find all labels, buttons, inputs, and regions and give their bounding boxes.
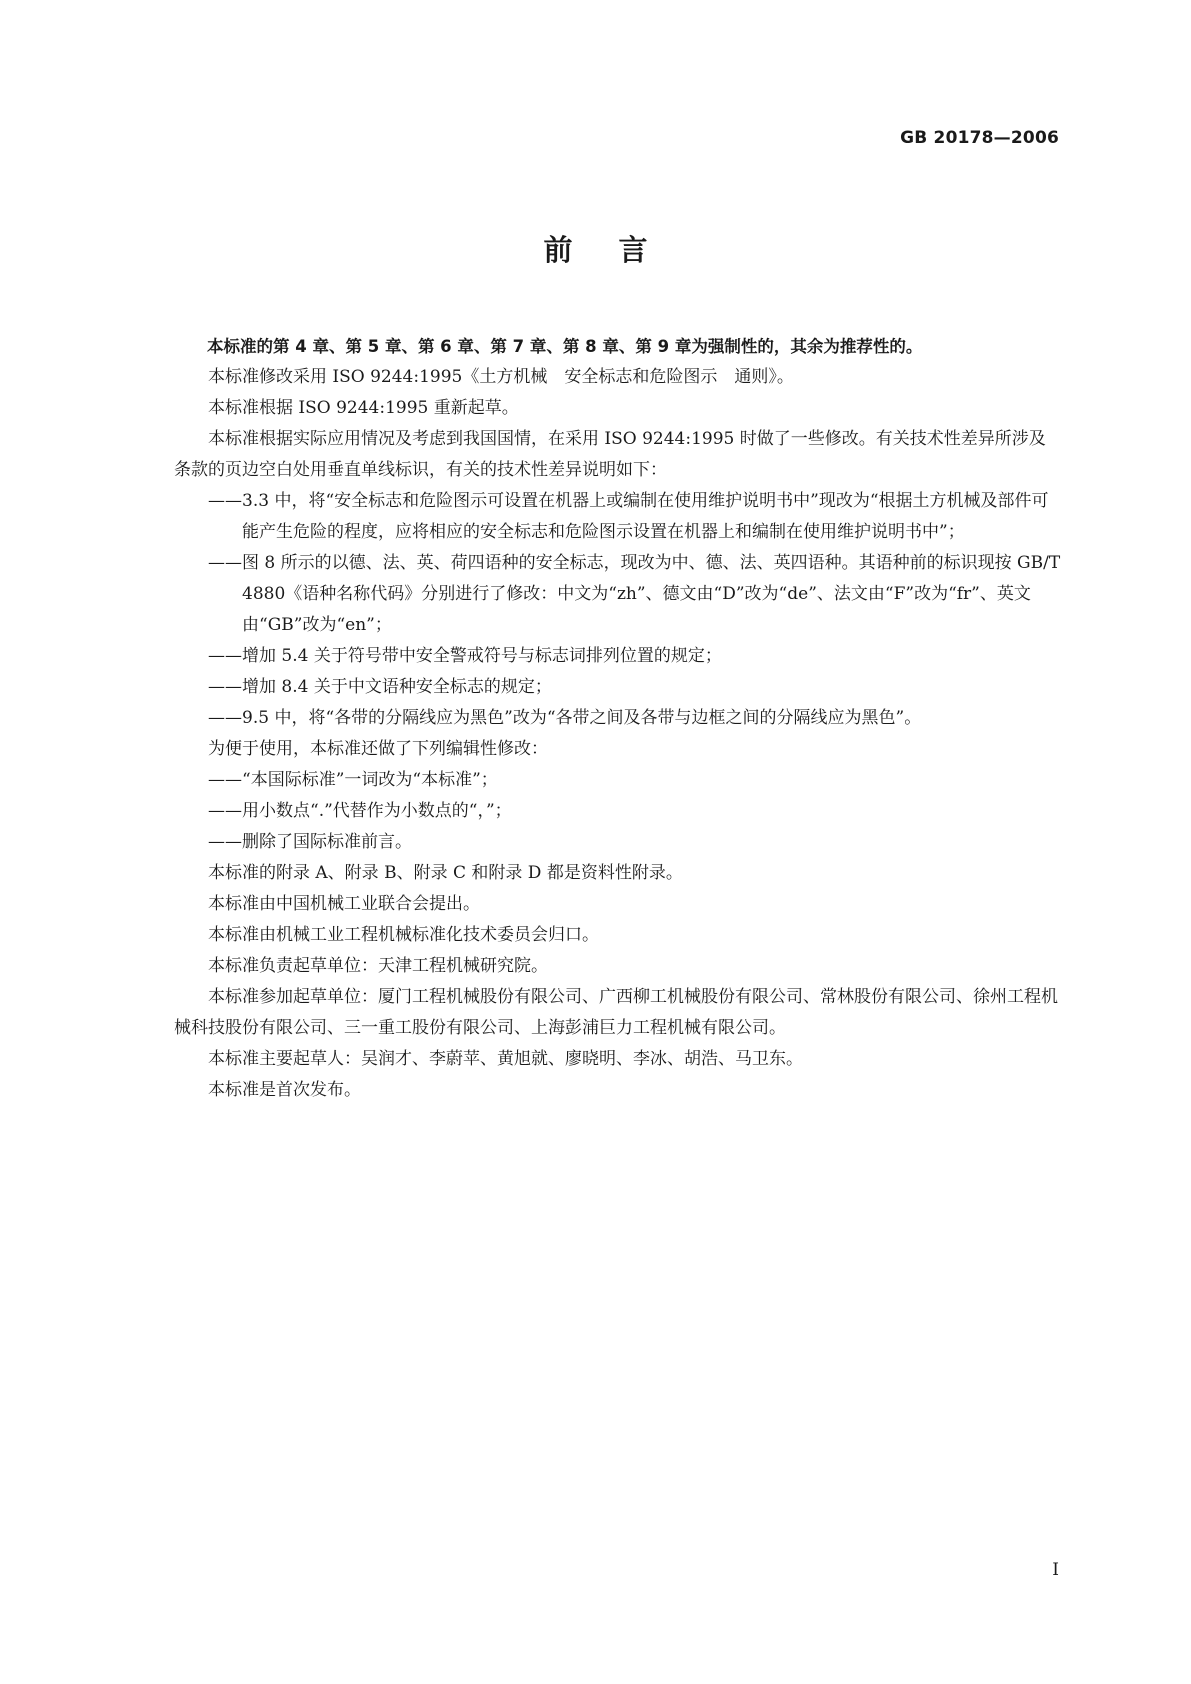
- dash-item-5-4: ——增加 5.4 关于符号带中安全警戒符号与标志词排列位置的规定；: [208, 646, 722, 666]
- dash-item-3-3: ——3.3 中，将“安全标志和危险图示可设置在机器上或编制在使用维护说明书中”现改为“根据土方机械及部件可能产生危险的程度，应将相应的安全标志和危险图示设置在机器上和编制在使用维护说明书中”；: [208, 491, 1049, 542]
- dash-item-9-5: ——9.5 中，将“各带的分隔线应为黑色”改为“各带之间及各带与边框之间的分隔线应为黑色”。: [208, 708, 922, 728]
- page-number: I: [1052, 1560, 1059, 1580]
- paragraph-proposer: 本标准由中国机械工业联合会提出。: [208, 894, 480, 914]
- paragraph-annexes: 本标准的附录 A、附录 B、附录 C 和附录 D 都是资料性附录。: [208, 863, 683, 883]
- dash-item-figure-8: ——图 8 所示的以德、法、英、荷四语种的安全标志，现改为中、德、法、英四语种。其语种前的标识现按 GB/T 4880《语种名称代码》分别进行了修改：中文为“zh”、德文由“D”改为“de”、法文由“F”改为“fr”、英文由“GB”改为“en”；: [208, 553, 1061, 635]
- paragraph-redrafted: 本标准根据 ISO 9244:1995 重新起草。: [208, 398, 519, 418]
- standard-number: GB 20178—2006: [900, 128, 1059, 148]
- paragraph-main-drafters: 本标准主要起草人：吴润才、李蔚苹、黄旭就、廖晓明、李冰、胡浩、马卫东。: [208, 1049, 803, 1069]
- dash-item-8-4: ——增加 8.4 关于中文语种安全标志的规定；: [208, 677, 552, 697]
- dash-item-decimal-point: ——用小数点“.”代替作为小数点的“，”；: [208, 801, 512, 821]
- paragraph-centralized-unit: 本标准由机械工业工程机械标准化技术委员会归口。: [208, 925, 599, 945]
- paragraph-first-issue: 本标准是首次发布。: [208, 1080, 361, 1100]
- paragraph-adoption: 本标准修改采用 ISO 9244:1995《土方机械 安全标志和危险图示 通则》。: [208, 367, 794, 387]
- page-title: 前言: [543, 233, 694, 267]
- paragraph-technical-differences: 本标准根据实际应用情况及考虑到我国国情，在采用 ISO 9244:1995 时做了一些修改。有关技术性差异所涉及条款的页边空白处用垂直单线标识，有关的技术性差异说明如下：: [174, 429, 1046, 480]
- paragraph-mandatory-chapters: 本标准的第 4 章、第 5 章、第 6 章、第 7 章、第 8 章、第 9 章为强制性的，其余为推荐性的。: [207, 337, 923, 356]
- paragraph-participating-drafters: 本标准参加起草单位：厦门工程机械股份有限公司、广西柳工机械股份有限公司、常林股份有限公司、徐州工程机械科技股份有限公司、三一重工股份有限公司、上海彭浦巨力工程机械有限公司。: [174, 987, 1058, 1038]
- paragraph-responsible-drafter: 本标准负责起草单位：天津工程机械研究院。: [208, 956, 548, 976]
- paragraph-editorial-changes: 为便于使用，本标准还做了下列编辑性修改：: [208, 739, 548, 759]
- foreword-body: [174, 331, 1061, 1106]
- dash-item-deleted-foreword: ——删除了国际标准前言。: [208, 832, 412, 852]
- dash-item-term-change: ——“本国际标准”一词改为“本标准”；: [208, 770, 498, 790]
